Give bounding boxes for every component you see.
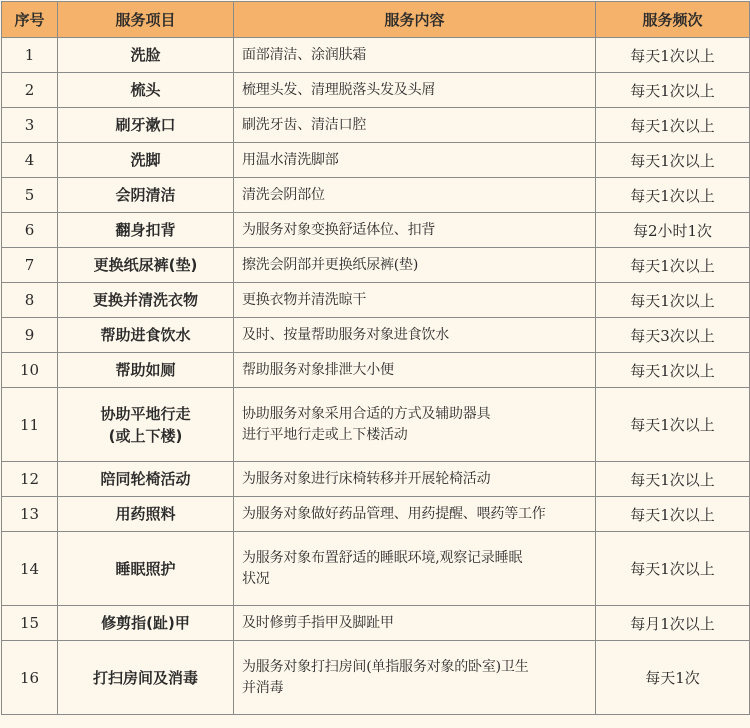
header-index: 序号 xyxy=(2,2,58,38)
service-content: 为服务对象进行床椅转移并开展轮椅活动 xyxy=(234,462,596,497)
header-row xyxy=(2,2,750,38)
row-number: 14 xyxy=(2,532,58,606)
service-content: 协助服务对象采用合适的方式及辅助器具 进行平地行走或上下楼活动 xyxy=(234,388,596,462)
row-number: 2 xyxy=(2,73,58,108)
service-content: 刷洗牙齿、清洁口腔 xyxy=(234,108,596,143)
row-number: 15 xyxy=(2,606,58,641)
service-content: 清洗会阴部位 xyxy=(234,178,596,213)
table-row xyxy=(2,462,750,497)
service-frequency: 每天1次以上 xyxy=(596,532,750,606)
service-item: 修剪指(趾)甲 xyxy=(58,606,234,641)
table-row xyxy=(2,248,750,283)
service-frequency: 每天1次以上 xyxy=(596,143,750,178)
service-frequency: 每天1次以上 xyxy=(596,462,750,497)
service-content: 及时、按量帮助服务对象进食饮水 xyxy=(234,318,596,353)
table-row xyxy=(2,213,750,248)
service-item: 翻身扣背 xyxy=(58,213,234,248)
table-row xyxy=(2,143,750,178)
service-content: 为服务对象布置舒适的睡眠环境,观察记录睡眠 状况 xyxy=(234,532,596,606)
table-header xyxy=(2,2,750,38)
row-number: 10 xyxy=(2,353,58,388)
table-row xyxy=(2,641,750,715)
service-item: 睡眠照护 xyxy=(58,532,234,606)
service-content: 擦洗会阴部并更换纸尿裤(垫) xyxy=(234,248,596,283)
table-row xyxy=(2,532,750,606)
row-number: 6 xyxy=(2,213,58,248)
service-item: 梳头 xyxy=(58,73,234,108)
row-number: 4 xyxy=(2,143,58,178)
service-frequency: 每天1次以上 xyxy=(596,108,750,143)
service-frequency: 每天1次以上 xyxy=(596,38,750,73)
table-row xyxy=(2,606,750,641)
table-row xyxy=(2,388,750,462)
table-row xyxy=(2,283,750,318)
service-item: 协助平地行走 (或上下楼) xyxy=(58,388,234,462)
service-item: 帮助如厕 xyxy=(58,353,234,388)
table-row xyxy=(2,318,750,353)
service-frequency: 每2小时1次 xyxy=(596,213,750,248)
service-frequency: 每天1次以上 xyxy=(596,73,750,108)
service-item: 陪同轮椅活动 xyxy=(58,462,234,497)
service-content: 更换衣物并清洗晾干 xyxy=(234,283,596,318)
row-number: 13 xyxy=(2,497,58,532)
service-table xyxy=(1,1,750,715)
row-number: 5 xyxy=(2,178,58,213)
service-item: 帮助进食饮水 xyxy=(58,318,234,353)
service-frequency: 每天1次以上 xyxy=(596,178,750,213)
service-frequency: 每天3次以上 xyxy=(596,318,750,353)
header-frequency: 服务频次 xyxy=(596,2,750,38)
service-frequency: 每月1次以上 xyxy=(596,606,750,641)
service-content: 面部清洁、涂润肤霜 xyxy=(234,38,596,73)
service-item: 刷牙漱口 xyxy=(58,108,234,143)
table-row xyxy=(2,178,750,213)
service-frequency: 每天1次 xyxy=(596,641,750,715)
table-body xyxy=(2,38,750,715)
row-number: 11 xyxy=(2,388,58,462)
row-number: 9 xyxy=(2,318,58,353)
service-content: 帮助服务对象排泄大小便 xyxy=(234,353,596,388)
service-content: 梳理头发、清理脱落头发及头屑 xyxy=(234,73,596,108)
service-item: 更换并清洗衣物 xyxy=(58,283,234,318)
row-number: 12 xyxy=(2,462,58,497)
service-item: 更换纸尿裤(垫) xyxy=(58,248,234,283)
service-frequency: 每天1次以上 xyxy=(596,497,750,532)
service-item: 洗脸 xyxy=(58,38,234,73)
service-frequency: 每天1次以上 xyxy=(596,283,750,318)
row-number: 8 xyxy=(2,283,58,318)
table-row xyxy=(2,38,750,73)
service-frequency: 每天1次以上 xyxy=(596,353,750,388)
service-item: 洗脚 xyxy=(58,143,234,178)
service-item: 打扫房间及消毒 xyxy=(58,641,234,715)
service-item: 会阴清洁 xyxy=(58,178,234,213)
service-frequency: 每天1次以上 xyxy=(596,388,750,462)
table-row xyxy=(2,108,750,143)
service-item: 用药照料 xyxy=(58,497,234,532)
row-number: 16 xyxy=(2,641,58,715)
table-row xyxy=(2,353,750,388)
service-content: 为服务对象打扫房间(单指服务对象的卧室)卫生 并消毒 xyxy=(234,641,596,715)
service-frequency: 每天1次以上 xyxy=(596,248,750,283)
table-row xyxy=(2,497,750,532)
row-number: 7 xyxy=(2,248,58,283)
service-content: 用温水清洗脚部 xyxy=(234,143,596,178)
service-content: 为服务对象做好药品管理、用药提醒、喂药等工作 xyxy=(234,497,596,532)
row-number: 3 xyxy=(2,108,58,143)
service-content: 为服务对象变换舒适体位、扣背 xyxy=(234,213,596,248)
table-row xyxy=(2,73,750,108)
row-number: 1 xyxy=(2,38,58,73)
service-content: 及时修剪手指甲及脚趾甲 xyxy=(234,606,596,641)
header-content: 服务内容 xyxy=(234,2,596,38)
header-item: 服务项目 xyxy=(58,2,234,38)
